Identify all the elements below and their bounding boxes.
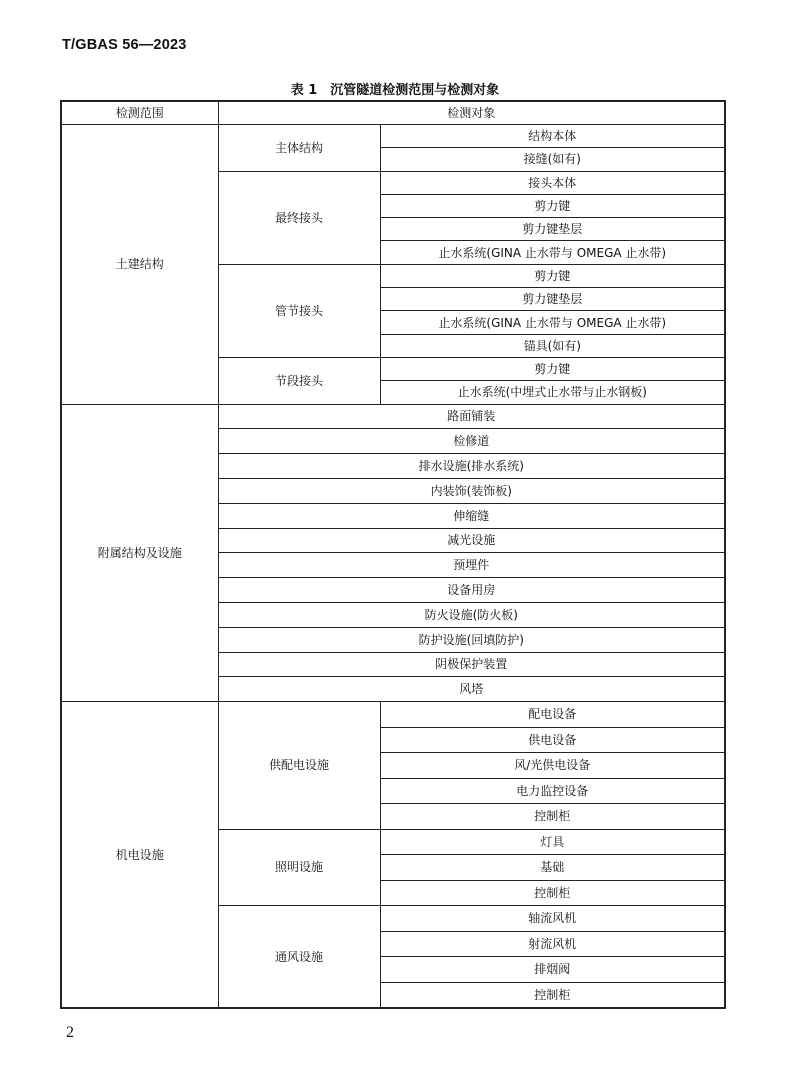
- group-cell: 最终接头: [218, 171, 380, 264]
- object-cell: 控制柜: [380, 804, 725, 830]
- object-cell: 排水设施(排水系统): [218, 454, 725, 479]
- table-row: [61, 702, 725, 728]
- table-header-row: [61, 101, 725, 125]
- object-cell: 预埋件: [218, 553, 725, 578]
- object-cell: 剪力键垫层: [380, 218, 725, 241]
- object-cell: 电力监控设备: [380, 778, 725, 804]
- object-cell: 止水系统(GINA 止水带与 OMEGA 止水带): [380, 311, 725, 334]
- group-cell: 供配电设施: [218, 702, 380, 830]
- object-cell: 设备用房: [218, 578, 725, 603]
- scope-cell: 机电设施: [61, 702, 218, 1009]
- object-cell: 锚具(如有): [380, 334, 725, 357]
- object-cell: 阴极保护装置: [218, 652, 725, 677]
- object-cell: 止水系统(GINA 止水带与 OMEGA 止水带): [380, 241, 725, 264]
- group-cell: 管节接头: [218, 264, 380, 357]
- object-cell: 防护设施(回填防护): [218, 627, 725, 652]
- object-cell: 剪力键垫层: [380, 288, 725, 311]
- object-cell: 灯具: [380, 829, 725, 855]
- table-row: [61, 125, 725, 148]
- object-cell: 伸缩缝: [218, 503, 725, 528]
- header-scope: 检测范围: [61, 101, 218, 125]
- object-cell: 轴流风机: [380, 906, 725, 932]
- object-cell: 配电设备: [380, 702, 725, 728]
- scope-cell: 附属结构及设施: [61, 404, 218, 702]
- object-cell: 排烟阀: [380, 957, 725, 983]
- page-number: 2: [66, 1024, 74, 1041]
- object-cell: 控制柜: [380, 880, 725, 906]
- object-cell: 检修道: [218, 429, 725, 454]
- table-row: [61, 404, 725, 429]
- object-cell: 控制柜: [380, 982, 725, 1008]
- object-cell: 防火设施(防火板): [218, 602, 725, 627]
- group-cell: 节段接头: [218, 357, 380, 404]
- object-cell: 接头本体: [380, 171, 725, 194]
- object-cell: 基础: [380, 855, 725, 881]
- object-cell: 剪力键: [380, 357, 725, 380]
- table-caption: 表 1 沉管隧道检测范围与检测对象: [290, 83, 500, 98]
- group-cell: 主体结构: [218, 125, 380, 172]
- object-cell: 接缝(如有): [380, 148, 725, 171]
- object-cell: 风/光供电设备: [380, 753, 725, 779]
- object-cell: 射流风机: [380, 931, 725, 957]
- standard-code: T/GBAS 56—2023: [62, 37, 187, 53]
- object-cell: 止水系统(中埋式止水带与止水钢板): [380, 381, 725, 404]
- object-cell: 减光设施: [218, 528, 725, 553]
- object-cell: 供电设备: [380, 727, 725, 753]
- object-cell: 风塔: [218, 677, 725, 702]
- object-cell: 路面铺装: [218, 404, 725, 429]
- object-cell: 剪力键: [380, 194, 725, 217]
- inspection-scope-table: [60, 100, 726, 1009]
- object-cell: 结构本体: [380, 125, 725, 148]
- header-object: 检测对象: [218, 101, 725, 125]
- group-cell: 照明设施: [218, 829, 380, 906]
- group-cell: 通风设施: [218, 906, 380, 1009]
- scope-cell: 土建结构: [61, 125, 218, 405]
- object-cell: 内装饰(装饰板): [218, 478, 725, 503]
- object-cell: 剪力键: [380, 264, 725, 287]
